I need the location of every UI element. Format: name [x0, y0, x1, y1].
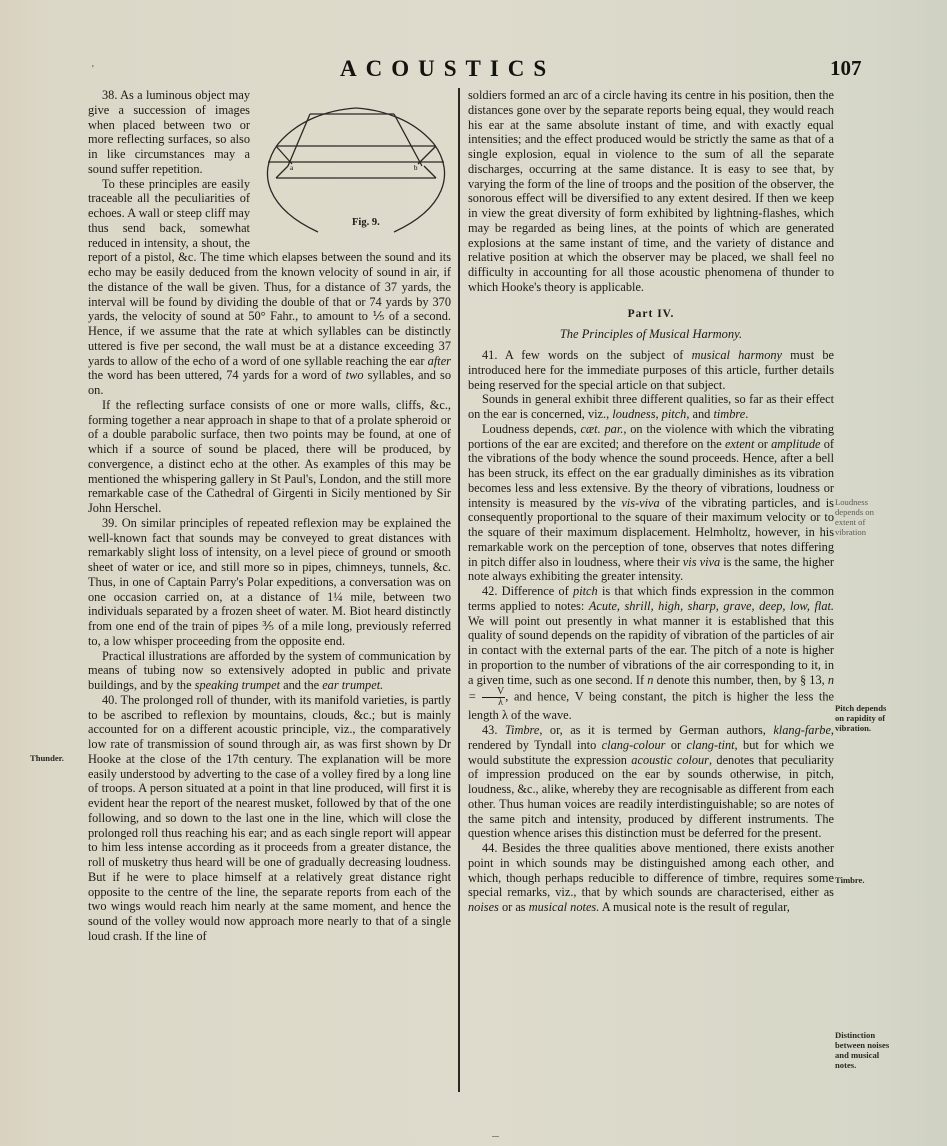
margin-mark: ' — [92, 64, 94, 75]
svg-text:a: a — [290, 164, 294, 172]
paragraph-echoes: To these principles are easily traceable all the peculiarities of echoes. A wall or steep cliff may thus send back, somewhat reduced in intensity, a shout, the report of a pistol, &c. The time which elapses between the sound and its echo may be easily deduced from the known velocity of sound in air, if the distance of the wall be given. Thus, for a distance of 37 yards, the interval will be found by dividing the double of that or 74 yards by 370 yards, the velocity of sound at 50° Fahr., to amount to ⅕ of a second. Hence, if we assume that the rate at which syllables can be distinctly uttered is five per second, the wall must be at a distance exceeding 37 yards to allow of the echo of a word of one syllable reaching the ear after the word has been uttered, 74 yards for a word of two syllables, and so on. — [88, 176, 451, 397]
sidenote-loudness: Loudness depends on extent of vibration — [835, 497, 874, 537]
paragraph-38: 38. As a luminous object may give a succession of images when placed between two or more reflecting surfaces, so also in like circumstances may a sound suffer repetition. — [88, 88, 250, 176]
page-header — [0, 56, 947, 84]
sidenote-thunder: Thunder. — [30, 753, 64, 763]
column-divider — [458, 88, 460, 1092]
paragraph-40: 40. The prolonged roll of thunder, with its manifold varieties, is partly to be ascribed to reflexion by mountains, clouds, &c.; but is mainly accounted for on a different acoustic principle, viz., the comparatively low rate of transmission of sound through air, as was first shown by Dr Hooke at the close of the 17th century. The explanation will be more easily understood by adverting to the case of a volley fired by a long line of troops. A person situated at a point in that line produced, will first it is evident hear the report of the nearest musket, followed by that of the one following, and so down to the last one in the line, which will close the prolonged roll thus reaching his ear; and as each single report will appear to him less intense according as it proceeds from a greater distance, the roll of musketry thus heard will be one of gradually decreasing loudness. But if he were to place himself at a relatively great distance right opposite to the centre of the line, the separate reports from each of the two wings would reach him nearly at the same moment, and hence the sound of the volley would now approach more nearly to that of a single loud crash. If the line of — [88, 692, 451, 943]
running-title: ACOUSTICS — [340, 56, 556, 81]
figure-caption: Fig. 9. — [352, 217, 380, 228]
part-title: The Principles of Musical Harmony. — [559, 327, 743, 342]
svg-text:b: b — [414, 164, 418, 172]
paragraph-42: 42. Difference of pitch is that which finds expression in the common terms applied to notes: Acute, shrill, high, sharp, grave, deep, low, flat. We will point out presently in what manner it is established that this quality of sound depends on the rapidity of vibration of the particles of air in contact with the external parts of the ear. The pitch of a note is higher in proportion to the number of vibrations of the air corresponding to it, in a given time, such as one second. If n denote this number, then, by § 13, n = $\frac{V}{\lambda}$ , and hence, V being constant, the pitch is higher the less the length λ of the wave. — [468, 584, 835, 723]
right-column — [468, 88, 834, 915]
page-number: 107 — [830, 56, 862, 80]
left-column — [88, 88, 451, 944]
paragraph-three-qualities: Sounds in general exhibit three different qualities, so far as their effect on the ear is concerned, viz., loudness, pitch, and timbre. — [468, 392, 834, 421]
part-heading: Part IV. — [627, 307, 675, 320]
paragraph-reflecting-surface: If the reflecting surface consists of one or more walls, cliffs, &c., forming together a near approach in shape to that of a prolate spheroid or of a double parabolic surface, then two points may be found, at one of which if a source of sound be placed, there will be produced, by convergence, a distinct echo at the other. As examples of this may be mentioned the whispering gallery in St Paul's, London, and the still more remarkable case of the Cathedral of Girgenti in Sicily mentioned by Sir John Herschel. — [88, 397, 451, 515]
sidenote-pitch: Pitch depends on rapidity of vibration. — [835, 703, 887, 733]
figure-9 — [258, 104, 454, 236]
equation-fraction: $\frac{V}{\lambda}$ — [482, 687, 505, 708]
footer-mark — [492, 1136, 499, 1137]
sidenote-distinction: Distinction between noises and musical notes. — [835, 1030, 890, 1070]
paragraph-practical: Practical illustrations are afforded by the system of communication by means of tubing now so extensively adopted in public and private buildings, and by the speaking trumpet and the ear trumpet. — [88, 648, 451, 692]
sidenote-timbre: Timbre. — [835, 875, 865, 885]
paragraph-39: 39. On similar principles of repeated reflexion may be explained the well-known fact that sounds may be conveyed to great distances with remarkably slight loss of intensity, on a level piece of ground or smooth sheet of water or ice, and still more so in pipes, chimneys, tunnels, &c. Thus, in one of Captain Parry's Polar expeditions, a conversation was on one occasion carried on, at a distance of 1¼ mile, between two individuals separated by a frozen sheet of water. M. Biot heard distinctly from one end of the train of pipes ⅗ of a mile long, previously referred to, a low whisper proceeding from the opposite end. — [88, 515, 451, 648]
paragraph-40-continued: soldiers formed an arc of a circle having its centre in his position, then the distances gone over by the separate reports being equal, they would reach his ear at the same absolute instant of time, and with exactly equal intensities; and the effect produced would be strictly the same as that of a single explosion, equal in violence to the sum of all the separate discharges, occurring at the same distance. It is easy to see that, by varying the form of the line of troops and the position of the observer, the sonorous effect will be diversified to any extent desired. If then we keep in view the great diversity of form exhibited by lightning-flashes, which may be regarded as being lines, at the points of which are generated explosions at the same instant of time, and the variety of distance and relative position at which the observer may be placed, we shall feel no difficulty in accounting for all those acoustic phenomena of thunder to which Hooke's theory is applicable. — [468, 88, 834, 294]
paragraph-loudness: Loudness depends, cæt. par., on the violence with which the vibrating portions of the ear are excited; and therefore on the extent or amplitude of the vibrations of the body whence the sound proceeds. Hence, after a bell has been struck, its effect on the ear gradually diminishes as its vibration becomes less and less extensive. By the theory of vibrations, loudness or intensity is measured by the vis-viva of the vibrating particles, and is consequently proportional to the square of their maximum velocity or to the square of their maximum displacement. Helmholtz, however, in his remarkable work on the perception of tone, observes that notes differing in pitch differ also in loudness, where their vis viva is the same, the higher note always exhibiting the greater intensity. — [468, 421, 835, 584]
paragraph-44: 44. Besides the three qualities above mentioned, there exists another point in which sounds may be distinguished among each other, and which, though perhaps reducible to difference of timbre, requires some special remarks, viz., that by which sounds are characterised, either as noises or as musical notes. A musical note is the result of regular, — [468, 841, 834, 914]
paragraph-41: 41. A few words on the subject of musical harmony must be introduced here for the immediate purposes of this article, further details being reserved for the special article on that subject. — [468, 348, 834, 392]
paragraph-43: 43. Timbre, or, as it is termed by German authors, klang-farbe, rendered by Tyndall into clang-colour or clang-tint, but for which we would substitute the expression acoustic colour, denotes that peculiarity of impression produced on the ear by sounds otherwise, in pitch, loudness, &c., alike, whereby they are recognisable as different from each other. Thus human voices are readily interdistinguishable; so are notes of the same pitch and intensity, produced by different instruments. The question whence arises this distinction must be deferred for the present. — [468, 723, 835, 841]
